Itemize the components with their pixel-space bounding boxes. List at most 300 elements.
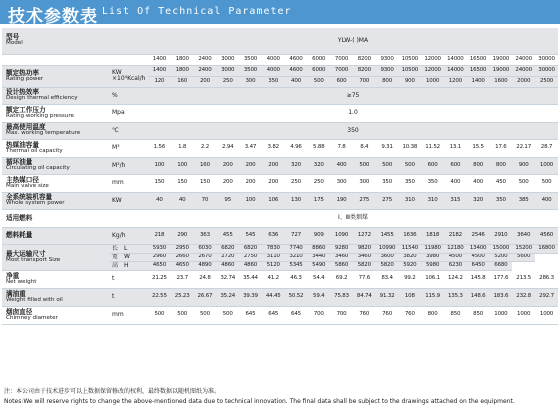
value-cell: 2546: [467, 227, 490, 245]
value-cell: 1000: [421, 76, 444, 87]
table-row: [2, 140, 558, 158]
value-cell: 115.9: [421, 288, 444, 306]
row-label: [2, 105, 110, 123]
value-cell: 4.96: [285, 140, 308, 158]
value-cell: 1636: [398, 227, 421, 245]
value-cell: 400: [535, 192, 558, 210]
value-cell: 727: [285, 227, 308, 245]
value-cell: 59.4: [307, 288, 330, 306]
value-cell: 200: [239, 157, 262, 175]
model-label-en: Model: [6, 40, 23, 47]
value-cell: 300: [330, 175, 353, 193]
value-cell: 2400: [194, 65, 217, 76]
row-label: [2, 270, 110, 288]
label-cn: 额定热功率: [6, 68, 39, 77]
model-label: [2, 28, 148, 54]
value-cell: 21.25: [148, 270, 171, 288]
value-cell: 400: [330, 157, 353, 175]
value-cell: 25.23: [171, 288, 194, 306]
value-cell: 84.74: [353, 288, 376, 306]
value-cell: 5345: [285, 262, 308, 271]
value-cell: 4860: [239, 262, 262, 271]
unit-cell: mm: [110, 175, 148, 193]
value-cell: 1818: [421, 227, 444, 245]
value-cell: 183.6: [490, 288, 513, 306]
value-cell: 9280: [330, 245, 353, 254]
value-cell: 190: [330, 192, 353, 210]
unit-cell: KW ×10⁴Kcal/h: [110, 65, 148, 87]
value-cell: 99.2: [398, 270, 421, 288]
value-cell: 160: [171, 76, 194, 87]
value-cell: 6000: [307, 54, 330, 65]
value-cell: 4600: [285, 54, 308, 65]
row-label: [2, 288, 110, 306]
value-cell: 600: [330, 76, 353, 87]
value-cell: 3600: [376, 253, 399, 262]
value-cell: 4500: [444, 253, 467, 262]
value-cell: 5860: [330, 262, 353, 271]
label-en: Net weight: [6, 278, 37, 285]
row-label: [2, 87, 110, 105]
value-cell: 150: [194, 175, 217, 193]
value-cell: 4000: [262, 65, 285, 76]
note-en: Notes:We will reserve rights to change the above-mentioned data due to technical innovation. The final data shall be subject to the drawings attached on the equipment.: [4, 398, 515, 405]
value-cell: 2660: [171, 253, 194, 262]
label-cn: 主热媒口径: [6, 175, 39, 184]
value-cell: 3210: [285, 253, 308, 262]
value-cell: 1200: [444, 76, 467, 87]
value-cell: 22.17: [512, 140, 535, 158]
value-cell: 23.7: [171, 270, 194, 288]
value-cell: 19000: [490, 54, 513, 65]
value-cell: 24000: [512, 65, 535, 76]
value-cell: 850: [444, 306, 467, 324]
value-cell: 3820: [398, 253, 421, 262]
value-cell: 10990: [376, 245, 399, 254]
value-cell: 10500: [398, 54, 421, 65]
label-cn: 全系统装机容量: [6, 193, 53, 202]
value-cell: 6000: [307, 65, 330, 76]
value-cell: 500: [307, 76, 330, 87]
value-cell: 545: [239, 227, 262, 245]
value-cell: 40: [171, 192, 194, 210]
value-cell: 3460: [353, 253, 376, 262]
value-cell: 54.4: [307, 270, 330, 288]
table-row: [2, 157, 558, 175]
value-cell: 150: [171, 175, 194, 193]
value-cell: 5200: [490, 253, 513, 262]
value-cell: 19000: [490, 65, 513, 76]
value-cell: 400: [444, 175, 467, 193]
value-cell: 200: [262, 157, 285, 175]
value-cell: 4890: [194, 262, 217, 271]
value-cell: 106: [262, 192, 285, 210]
label-cn: 适用燃料: [6, 213, 33, 222]
value-cell: 130: [285, 192, 308, 210]
value-cell: 16800: [535, 245, 558, 254]
table-row: [2, 270, 558, 288]
value-cell: 645: [285, 306, 308, 324]
unit-cell: ℃: [110, 122, 148, 140]
value-cell: 2400: [194, 54, 217, 65]
spanned-value: 350: [148, 122, 558, 140]
table-row: [2, 65, 558, 76]
value-cell: 9300: [376, 54, 399, 65]
value-cell: 17.6: [490, 140, 513, 158]
value-cell: 3500: [239, 65, 262, 76]
value-cell: 3640: [512, 227, 535, 245]
row-label: [2, 157, 110, 175]
value-cell: 6450: [467, 262, 490, 271]
value-cell: 11540: [398, 245, 421, 254]
value-cell: 3980: [421, 253, 444, 262]
value-cell: 8200: [353, 54, 376, 65]
value-cell: 95: [216, 192, 239, 210]
label-en: Max. working temperature: [6, 130, 81, 137]
table-row: [2, 105, 558, 123]
label-cn: 额定工作压力: [6, 105, 46, 114]
spanned-value: Ⅰ、Ⅲ类烟煤: [148, 210, 558, 228]
value-cell: 500: [148, 306, 171, 324]
value-cell: 3000: [216, 54, 239, 65]
value-cell: 6820: [216, 245, 239, 254]
unit-cell: M³/h: [110, 157, 148, 175]
value-cell: 16500: [467, 65, 490, 76]
value-cell: 2000: [512, 76, 535, 87]
value-cell: 3500: [239, 54, 262, 65]
unit-cell: Kg/h: [110, 227, 148, 245]
dimension-key: [110, 262, 148, 271]
value-cell: 91.32: [376, 288, 399, 306]
value-cell: 218: [148, 227, 171, 245]
row-label: [2, 65, 110, 87]
value-cell: 700: [307, 306, 330, 324]
value-cell: 3460: [330, 253, 353, 262]
value-cell: 13400: [467, 245, 490, 254]
value-cell: 120: [148, 76, 171, 87]
title-cn: 技术参数表: [8, 7, 98, 27]
value-cell: 200: [216, 157, 239, 175]
value-cell: 26.67: [194, 288, 217, 306]
value-cell: 3.82: [262, 140, 285, 158]
value-cell: 160: [194, 157, 217, 175]
label-en: Circulating oil capacity: [6, 165, 70, 172]
value-cell: 70: [194, 192, 217, 210]
value-cell: 320: [307, 157, 330, 175]
value-cell: 8.4: [353, 140, 376, 158]
value-cell: 300: [239, 76, 262, 87]
value-cell: 28.7: [535, 140, 558, 158]
label-en: Rating power: [6, 75, 44, 82]
value-cell: 4650: [171, 262, 194, 271]
value-cell: 5600: [512, 253, 535, 262]
unit-cell: %: [110, 87, 148, 105]
value-cell: 44.45: [262, 288, 285, 306]
value-cell: 5930: [148, 245, 171, 254]
value-cell: 600: [444, 157, 467, 175]
value-cell: 9300: [376, 65, 399, 76]
row-label: [2, 245, 110, 271]
model-series: YLW-( )MA: [148, 28, 558, 54]
value-cell: 3000: [216, 65, 239, 76]
value-cell: 350: [376, 175, 399, 193]
value-cell: 148.6: [467, 288, 490, 306]
value-cell: 16500: [467, 54, 490, 65]
value-cell: 1.56: [148, 140, 171, 158]
value-cell: 35.24: [216, 288, 239, 306]
value-cell: 2960: [148, 253, 171, 262]
value-cell: 5490: [307, 262, 330, 271]
value-cell: 5820: [353, 262, 376, 271]
value-cell: 4860: [216, 262, 239, 271]
value-cell: 10.38: [398, 140, 421, 158]
spanned-value: ≥75: [148, 87, 558, 105]
value-cell: 41.2: [262, 270, 285, 288]
value-cell: 1000: [512, 306, 535, 324]
value-cell: 350: [398, 175, 421, 193]
value-cell: 7740: [285, 245, 308, 254]
value-cell: 83.4: [376, 270, 399, 288]
table-row: [2, 227, 558, 245]
dimension-key: [110, 253, 148, 262]
value-cell: 1272: [353, 227, 376, 245]
value-cell: 4560: [535, 227, 558, 245]
value-cell: 6820: [239, 245, 262, 254]
value-cell: 1600: [490, 76, 513, 87]
value-cell: 4600: [285, 65, 308, 76]
value-cell: 30000: [535, 65, 558, 76]
value-cell: 500: [171, 306, 194, 324]
label-cn: 净重: [6, 271, 20, 280]
value-cell: 800: [467, 157, 490, 175]
value-cell: 1090: [330, 227, 353, 245]
table-row: [2, 288, 558, 306]
label-cn: 烟囱直径: [6, 307, 33, 316]
value-cell: 40: [148, 192, 171, 210]
value-cell: 32.74: [216, 270, 239, 288]
value-cell: 450: [490, 175, 513, 193]
value-cell: 800: [490, 157, 513, 175]
value-cell: 200: [194, 76, 217, 87]
value-cell: 400: [285, 76, 308, 87]
value-cell: 320: [467, 192, 490, 210]
value-cell: 6030: [194, 245, 217, 254]
value-cell: 1400: [467, 76, 490, 87]
value-cell: 200: [262, 175, 285, 193]
value-cell: 4500: [467, 253, 490, 262]
value-cell: 645: [262, 306, 285, 324]
notes: [4, 387, 556, 407]
value-cell: 22.55: [148, 288, 171, 306]
value-cell: 5980: [421, 262, 444, 271]
value-cell: 39.39: [239, 288, 262, 306]
value-cell: 850: [467, 306, 490, 324]
dimension-key-cn: 宽: [112, 253, 119, 261]
label-cn: 燃料耗量: [6, 231, 33, 240]
value-cell: 7.8: [330, 140, 353, 158]
value-cell: 500: [376, 157, 399, 175]
title-en: List Of Technical Parameter: [102, 6, 292, 17]
value-cell: 106.1: [421, 270, 444, 288]
value-cell: 310: [421, 192, 444, 210]
value-cell: 250: [307, 175, 330, 193]
label-cn: 最大运输尺寸: [6, 249, 46, 258]
value-cell: 2910: [490, 227, 513, 245]
value-cell: 500: [353, 157, 376, 175]
value-cell: 350: [490, 192, 513, 210]
value-cell: 35.44: [239, 270, 262, 288]
row-label: [2, 192, 110, 210]
value-cell: 310: [398, 192, 421, 210]
value-cell: 300: [353, 175, 376, 193]
value-cell: 5920: [398, 262, 421, 271]
model-header-row: [2, 28, 558, 54]
value-cell: 108: [398, 288, 421, 306]
value-cell: 10500: [398, 65, 421, 76]
value-cell: 4000: [262, 54, 285, 65]
transport-row: [2, 245, 558, 254]
value-cell: 100: [171, 157, 194, 175]
value-cell: 11980: [421, 245, 444, 254]
value-cell: 1400: [148, 54, 171, 65]
value-cell: 900: [398, 76, 421, 87]
value-cell: 1000: [535, 157, 558, 175]
value-cell: 292.7: [535, 288, 558, 306]
model-label-cn: 型号: [6, 33, 20, 42]
dimension-key-cn: 长: [112, 244, 119, 252]
value-cell: 8860: [307, 245, 330, 254]
value-cell: 7000: [330, 54, 353, 65]
value-cell: 900: [512, 157, 535, 175]
value-cell: 320: [285, 157, 308, 175]
label-en: Main valve size: [6, 182, 49, 189]
value-cell: 14000: [444, 54, 467, 65]
value-cell: 363: [194, 227, 217, 245]
value-cell: 15000: [490, 245, 513, 254]
value-cell: 69.2: [330, 270, 353, 288]
label-cn: 循环油量: [6, 158, 33, 167]
value-cell: 2500: [535, 76, 558, 87]
value-cell: 3.47: [239, 140, 262, 158]
parameter-table: [2, 28, 558, 325]
value-cell: 2750: [239, 253, 262, 262]
dimension-key: [110, 245, 148, 254]
table-row: [2, 175, 558, 193]
value-cell: 200: [216, 175, 239, 193]
value-cell: 909: [307, 227, 330, 245]
value-cell: 15.5: [467, 140, 490, 158]
value-cell: 290: [171, 227, 194, 245]
value-cell: 1800: [171, 54, 194, 65]
value-cell: 1.8: [171, 140, 194, 158]
label-en: Weight filled with oil: [6, 296, 63, 303]
value-cell: 100: [239, 192, 262, 210]
table-row: [2, 210, 558, 228]
value-cell: 286.3: [535, 270, 558, 288]
value-cell: 12180: [444, 245, 467, 254]
value-cell: 6680: [490, 262, 513, 271]
value-cell: 500: [216, 306, 239, 324]
value-cell: 645: [239, 306, 262, 324]
label-cn: 设计热效率: [6, 88, 39, 97]
value-cell: 2720: [216, 253, 239, 262]
value-cell: 3110: [262, 253, 285, 262]
value-cell: 760: [398, 306, 421, 324]
value-cell: 760: [376, 306, 399, 324]
value-cell: 1400: [148, 65, 171, 76]
value-cell: 4650: [148, 262, 171, 271]
value-cell: 145.8: [467, 270, 490, 288]
value-cell: 213.5: [512, 270, 535, 288]
value-cell: 75.83: [330, 288, 353, 306]
value-cell: 2.2: [194, 140, 217, 158]
value-cell: 3440: [307, 253, 330, 262]
dimension-key-en: H: [124, 261, 129, 269]
value-cell: 350: [421, 175, 444, 193]
value-cell: 500: [398, 157, 421, 175]
value-cell: 636: [262, 227, 285, 245]
value-cell: 2.94: [216, 140, 239, 158]
value-cell: 1800: [171, 65, 194, 76]
value-cell: 500: [535, 175, 558, 193]
value-cell: 8200: [353, 65, 376, 76]
value-cell: 5820: [376, 262, 399, 271]
value-cell: 400: [467, 175, 490, 193]
row-label: [2, 122, 110, 140]
value-cell: 315: [444, 192, 467, 210]
unit-cell: t: [110, 270, 148, 288]
unit-cell: t: [110, 288, 148, 306]
value-cell: 1455: [376, 227, 399, 245]
row-label: [2, 227, 110, 245]
value-cell: 46.3: [285, 270, 308, 288]
value-cell: 500: [512, 175, 535, 193]
value-cell: 2670: [194, 253, 217, 262]
row-label: [2, 210, 110, 228]
value-cell: 700: [330, 306, 353, 324]
table-row: [2, 122, 558, 140]
value-cell: 232.8: [512, 288, 535, 306]
value-cell: 7830: [262, 245, 285, 254]
row-label: [2, 306, 110, 324]
value-cell: 15200: [512, 245, 535, 254]
row-label: [2, 175, 110, 193]
value-cell: 100: [148, 157, 171, 175]
value-cell: 9.31: [376, 140, 399, 158]
value-cell: 800: [376, 76, 399, 87]
label-en: Most transport Size: [6, 256, 61, 263]
value-cell: 1000: [490, 306, 513, 324]
header-bar: [0, 0, 560, 27]
value-cell: 5120: [262, 262, 285, 271]
value-cell: 13.1: [444, 140, 467, 158]
value-cell: 600: [421, 157, 444, 175]
value-cell: 2950: [171, 245, 194, 254]
unit-cell: [110, 210, 148, 228]
value-cell: 77.6: [353, 270, 376, 288]
value-cell: 250: [285, 175, 308, 193]
value-cell: 760: [353, 306, 376, 324]
unit-cell: mm: [110, 306, 148, 324]
value-cell: 11.52: [421, 140, 444, 158]
value-cell: 455: [216, 227, 239, 245]
value-cell: 385: [512, 192, 535, 210]
value-cell: 12000: [421, 54, 444, 65]
note-cn: 注：本公司由于技术进步可以上数据保留修改的权利，最终数据以随机图纸为准。: [4, 388, 221, 395]
value-cell: 14000: [444, 65, 467, 76]
label-cn: 最高使用温度: [6, 123, 46, 132]
table-row: [2, 87, 558, 105]
